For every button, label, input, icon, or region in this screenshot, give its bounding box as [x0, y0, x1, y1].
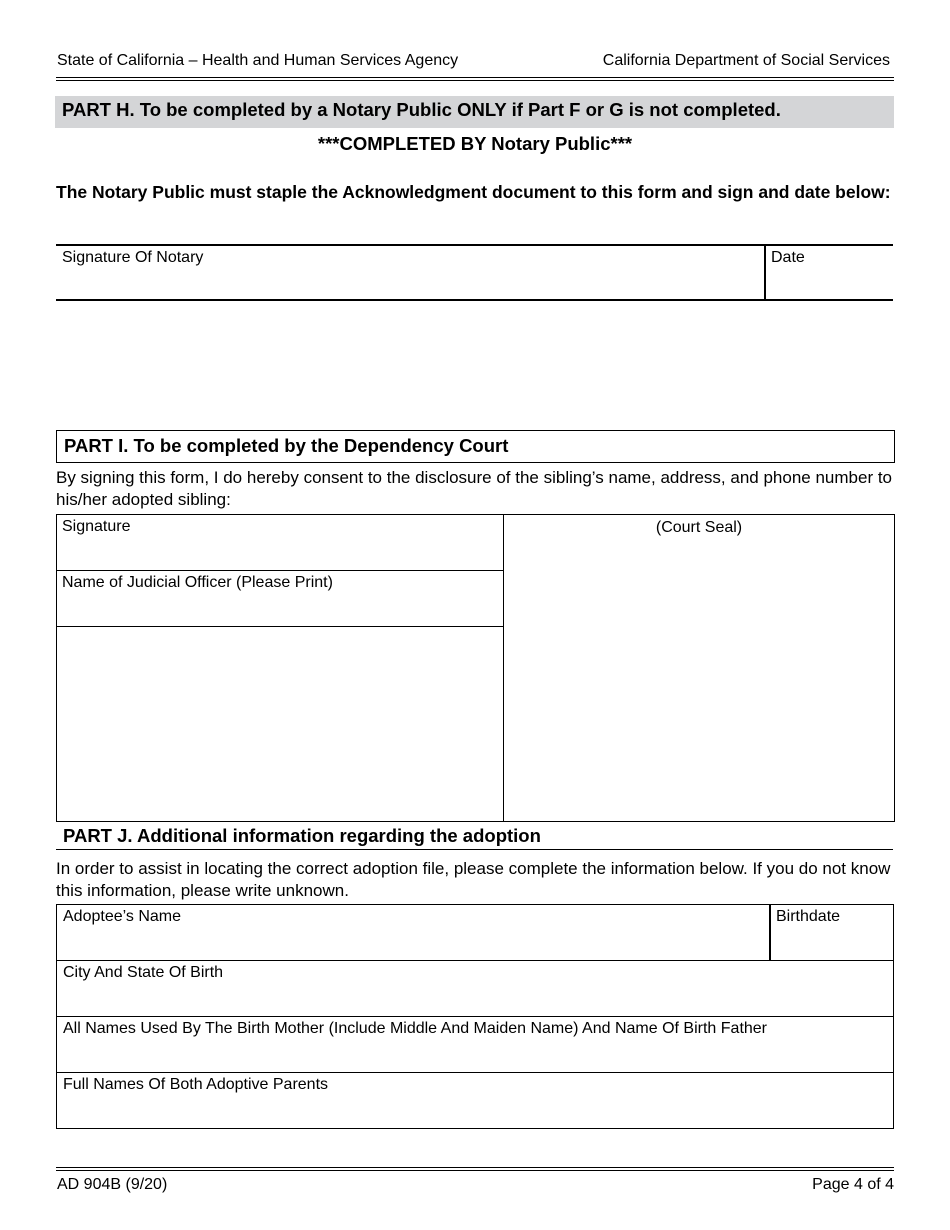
adoptive-parents-label: Full Names Of Both Adoptive Parents [63, 1076, 329, 1093]
part-j-instruction: In order to assist in locating the correct adoption file, please complete the information below. If you do not know this information, please write unknown. [56, 859, 891, 900]
birth-place-label: City And State Of Birth [63, 964, 224, 981]
notary-signature-label: Signature Of Notary [62, 249, 204, 266]
page-number: Page 4 of 4 [812, 1176, 894, 1193]
adoptee-name-field[interactable] [57, 905, 768, 960]
footer-rule-top [56, 1167, 894, 1168]
form-id: AD 904B (9/20) [57, 1176, 168, 1193]
part-h-instruction: The Notary Public must staple the Acknowledgment document to this form and sign and date below: [56, 182, 891, 202]
notary-date-label: Date [771, 249, 805, 266]
notary-date-field[interactable] [766, 246, 892, 299]
part-h-title: PART H. To be completed by a Notary Public ONLY if Part F or G is not completed. [55, 96, 894, 128]
agency-header: State of California – Health and Human Services Agency [57, 52, 459, 69]
court-signature-label: Signature [62, 518, 131, 535]
part-i-consent-text: By signing this form, I do hereby consent to the disclosure of the sibling’s name, address, and phone number to his/her adopted sibling: [56, 468, 893, 509]
department-header: California Department of Social Services [602, 52, 890, 69]
header-rule-bottom [56, 80, 894, 81]
part-h-subtitle: ***COMPLETED BY Notary Public*** [317, 133, 633, 154]
notary-signature-field[interactable] [57, 246, 763, 299]
judicial-officer-label: Name of Judicial Officer (Please Print) [62, 574, 333, 591]
footer-rule-bottom [56, 1170, 894, 1171]
birth-place-field[interactable] [57, 961, 893, 1016]
birth-parents-field[interactable] [57, 1017, 893, 1072]
court-seal-label: (Court Seal) [655, 519, 743, 536]
judicial-officer-field[interactable] [57, 571, 503, 626]
adoptee-name-label: Adoptee’s Name [63, 908, 181, 925]
court-seal-area [504, 515, 894, 821]
notary-row-bottom-rule [56, 299, 893, 301]
part-j-title-rule [56, 849, 893, 850]
birthdate-field[interactable] [771, 905, 893, 960]
birth-parents-label: All Names Used By The Birth Mother (Include Middle And Maiden Name) And Name Of Birth Father [63, 1020, 768, 1037]
part-j-title: PART J. Additional information regarding the adoption [63, 825, 541, 846]
header-rule-top [56, 77, 894, 78]
court-signature-field[interactable] [57, 515, 503, 570]
adoptive-parents-field[interactable] [57, 1073, 893, 1128]
part-i-title-box [56, 430, 895, 463]
birthdate-label: Birthdate [776, 908, 841, 925]
judicial-officer-rule [56, 626, 504, 627]
part-i-title: PART I. To be completed by the Dependency Court [64, 435, 509, 456]
